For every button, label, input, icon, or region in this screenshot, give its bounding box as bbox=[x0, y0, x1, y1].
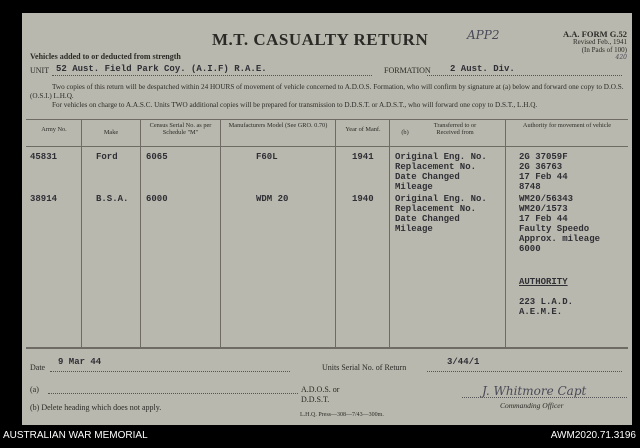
row1-model: F60L bbox=[256, 152, 278, 162]
col-header-model: Manufacturers Model (See GRO. 0.70) bbox=[228, 122, 328, 129]
form-revised: Revised Feb., 1941 bbox=[572, 38, 627, 46]
row1-transferred: Original Eng. No. Replacement No. Date Changed Mileage bbox=[395, 152, 487, 192]
date-value: 9 Mar 44 bbox=[58, 357, 102, 367]
unit-value: 52 Aust. Field Park Coy. (A.I.F) R.A.E. bbox=[56, 64, 267, 74]
commanding-officer-signature: J. Whitmore Capt bbox=[482, 384, 587, 398]
handwritten-code: APP2 bbox=[467, 28, 500, 42]
col-header-census: Census Serial No. as per Schedule "M" bbox=[149, 122, 212, 136]
row2-authority: WM20/56343 WM20/1573 17 Feb 44 Faulty Speedo Approx. mileage 6000 bbox=[519, 194, 601, 254]
a-label: (a) bbox=[30, 385, 39, 394]
col-header-make: Make bbox=[103, 129, 119, 136]
col-header-year: Year of Manf. bbox=[345, 126, 381, 133]
row2-make: B.S.A. bbox=[96, 194, 129, 204]
col-header-b: (b) bbox=[401, 129, 409, 136]
serial-value: 3/44/1 bbox=[447, 357, 480, 367]
row2-census: 6000 bbox=[146, 194, 168, 204]
formation-label: FORMATION bbox=[384, 66, 431, 75]
ddst: D.D.S.T. bbox=[301, 395, 330, 404]
form-number-box bbox=[532, 30, 627, 62]
form-small-mark: 420 bbox=[615, 54, 627, 61]
document-title: M.T. CASUALTY RETURN bbox=[212, 30, 429, 49]
row1-make: Ford bbox=[96, 152, 118, 162]
archive-caption-left: AUSTRALIAN WAR MEMORIAL bbox=[3, 430, 148, 441]
instruction-paragraph-2: For vehicles on charge to A.A.S.C. Units TWO additional copies will be prepared for transmission to D.D.S.T. or A.D.S.T., who will forward one copy to D.S.T., L.H.Q. bbox=[52, 101, 538, 109]
serial-label: Units Serial No. of Return bbox=[322, 363, 407, 372]
authority-body: 223 L.A.D. A.E.M.E. bbox=[519, 297, 574, 317]
row2-year: 1940 bbox=[352, 194, 374, 204]
row2-army-no: 38914 bbox=[30, 194, 58, 204]
archive-caption-bar bbox=[0, 425, 640, 448]
form-pads: (In Pads of 100) bbox=[581, 46, 627, 54]
date-label: Date bbox=[30, 363, 46, 372]
commanding-officer-label: Commanding Officer bbox=[500, 401, 564, 410]
unit-label: UNIT bbox=[30, 66, 50, 75]
row1-army-no: 45831 bbox=[30, 152, 58, 162]
archive-caption-right: AWM2020.71.3196 bbox=[550, 430, 636, 441]
col-header-army-no: Army No. bbox=[41, 126, 67, 133]
col-header-transferred: Transferred to or Received from bbox=[433, 122, 477, 136]
row2-transferred: Original Eng. No. Replacement No. Date Changed Mileage bbox=[395, 194, 487, 234]
row1-census: 6065 bbox=[146, 152, 168, 162]
row2-model: WDM 20 bbox=[256, 194, 289, 204]
document-page bbox=[22, 13, 632, 425]
subtitle: Vehicles added to or deducted from strength bbox=[30, 52, 181, 61]
row1-authority: 2G 37059F 2G 36763 17 Feb 44 8748 bbox=[519, 152, 568, 192]
row1-year: 1941 bbox=[352, 152, 374, 162]
col-header-authority: Authority for movement of vehicle bbox=[522, 122, 612, 129]
instruction-paragraph-1: Two copies of this return will be despatched within 24 HOURS of movement of vehicle concerned to A.D.O.S. Formation, who will confirm by signature at (a) below and forward one copy to D.O.S. (O.S.I.) L.H.Q. bbox=[30, 83, 624, 100]
authority-heading: AUTHORITY bbox=[519, 277, 568, 287]
note-b: (b) Delete heading which does not apply. bbox=[30, 403, 162, 412]
form-number: A.A. FORM G.52 bbox=[563, 29, 627, 39]
formation-value: 2 Aust. Div. bbox=[450, 64, 515, 74]
print-line: L.H.Q. Press—308—7/43—300m. bbox=[300, 412, 384, 418]
ados-or: A.D.O.S. or bbox=[301, 385, 340, 394]
